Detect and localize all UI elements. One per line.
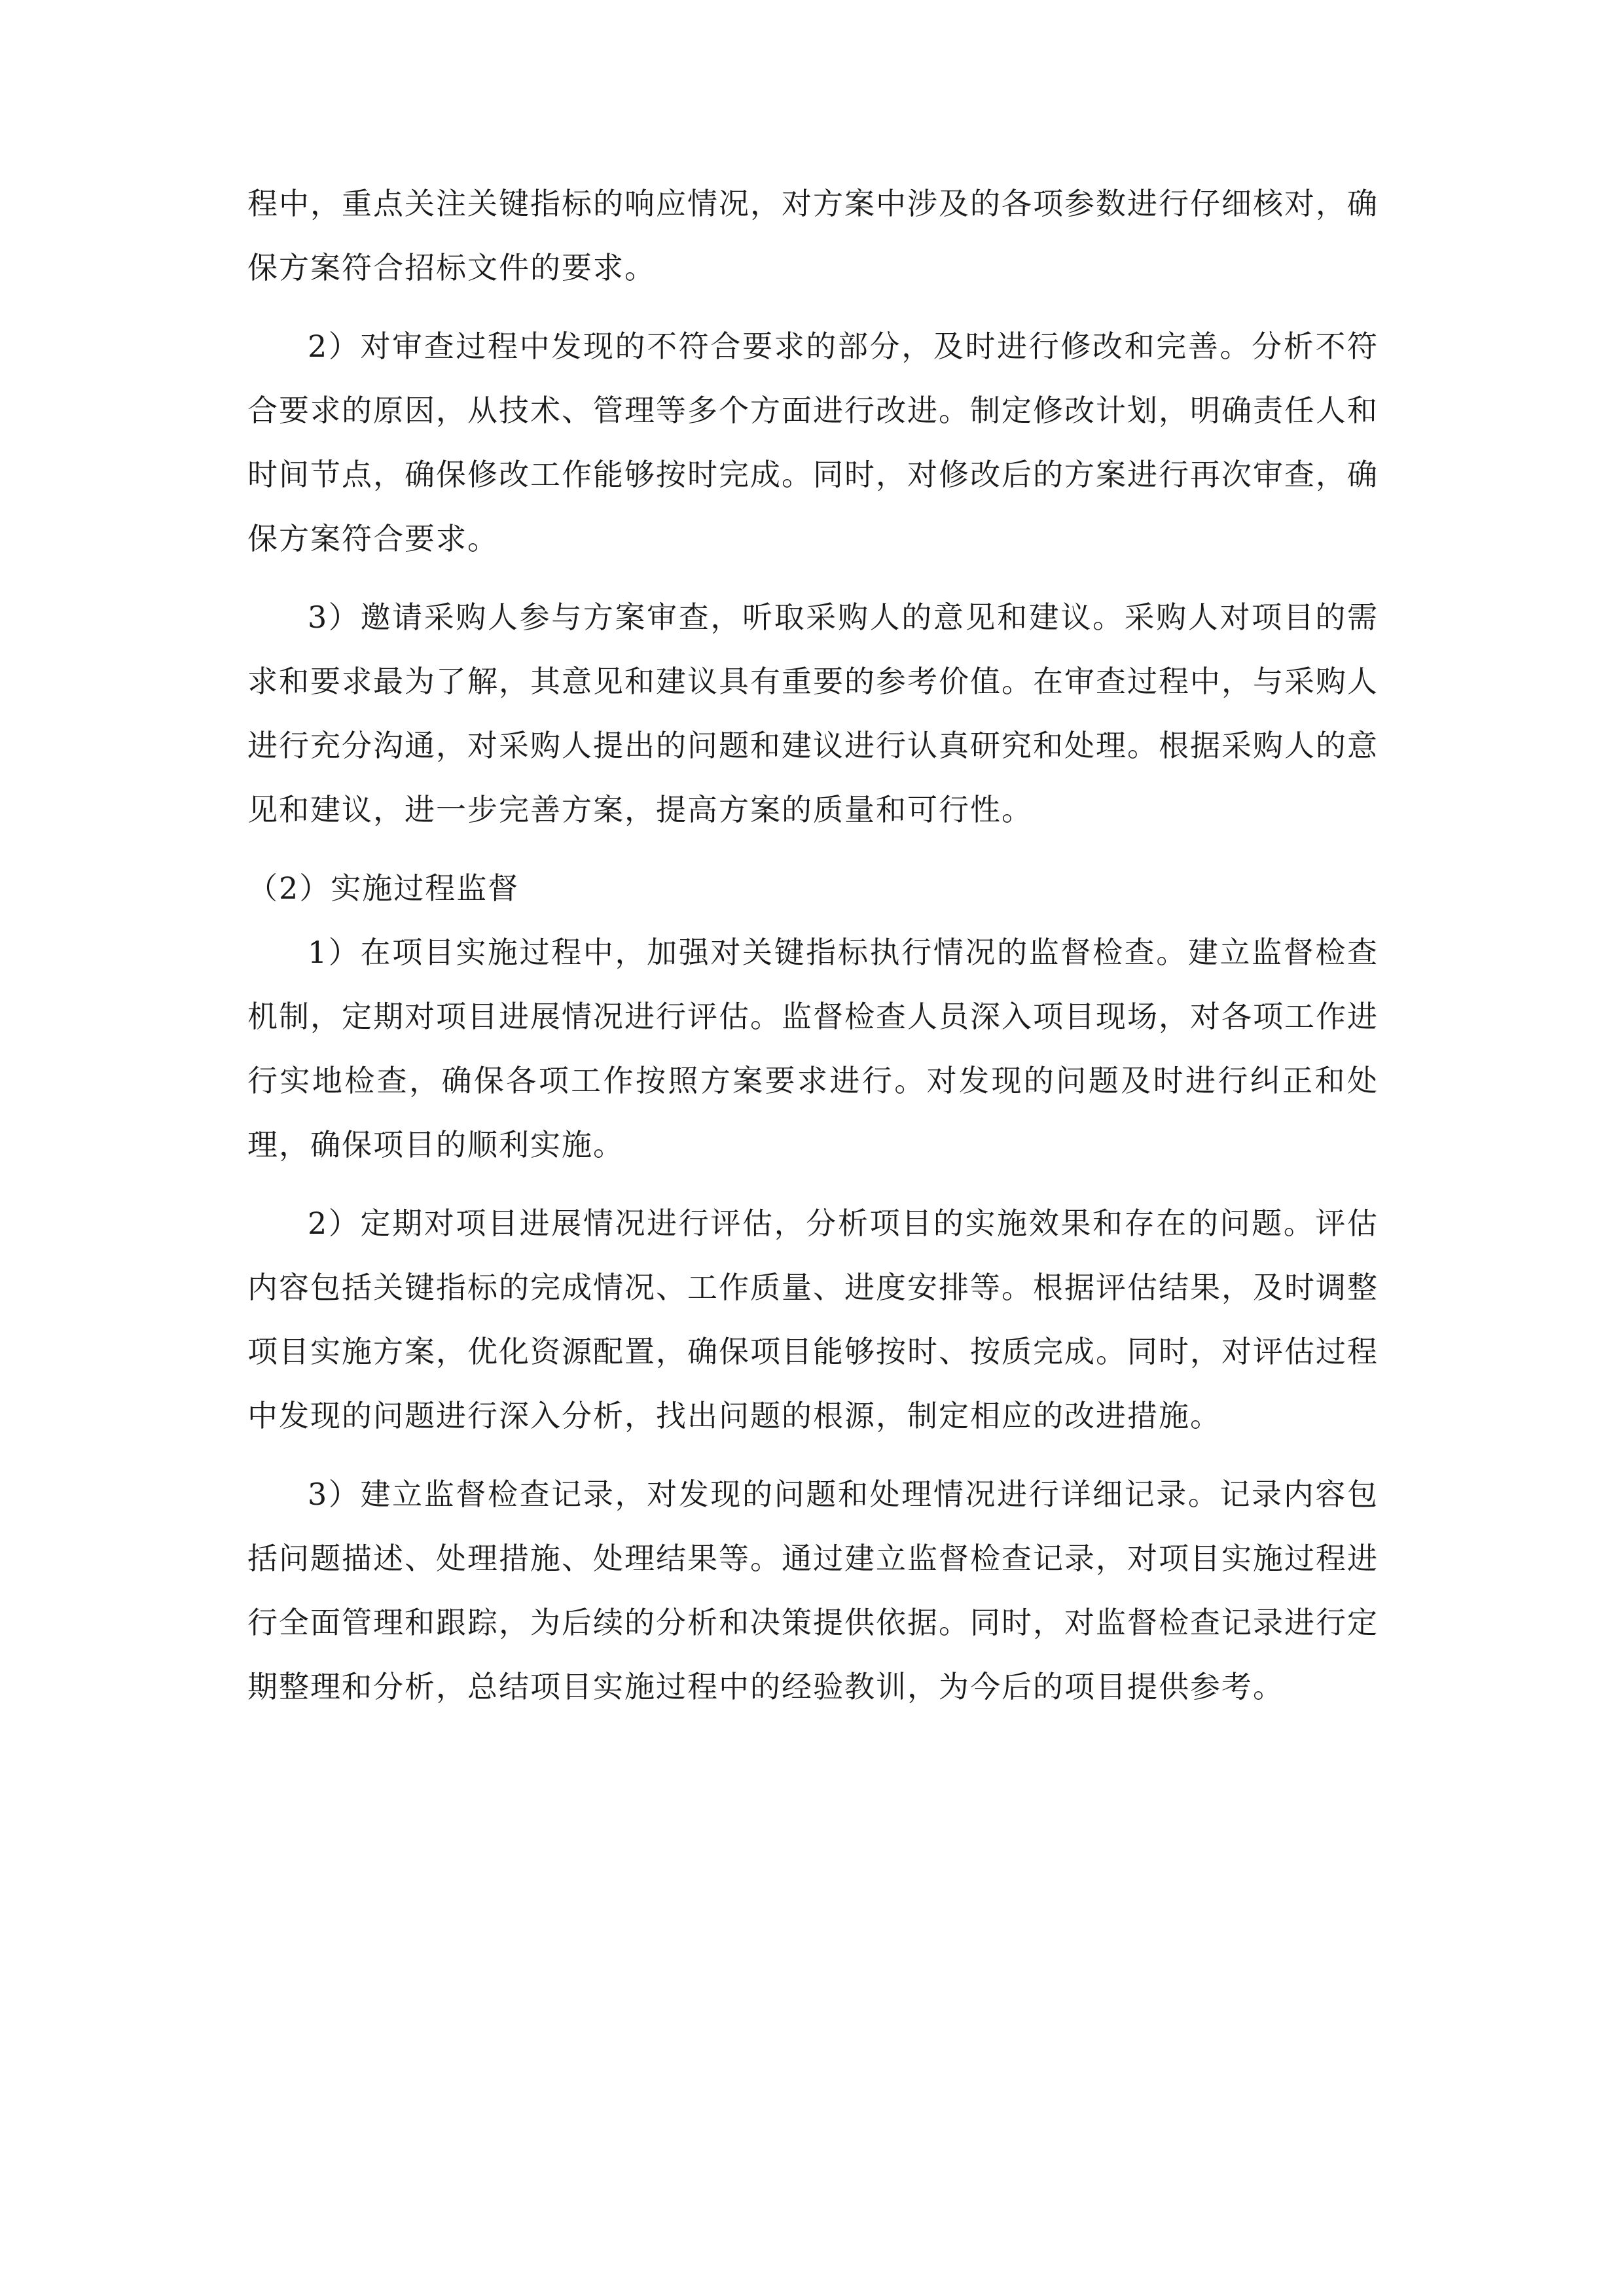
paragraph-item-3b: 3）建立监督检查记录，对发现的问题和处理情况进行详细记录。记录内容包括问题描述、处理措施、处理结果等。通过建立监督检查记录，对项目实施过程进行全面管理和跟踪，为后续的分析和决策提供依据。同时，对监督检查记录进行定期整理和分析，总结项目实施过程中的经验教训，为今后的项目提供参考。 [247,1477,1379,1704]
paragraph-item-3: 3）邀请采购人参与方案审查，听取采购人的意见和建议。采购人对项目的需求和要求最为了解，其意见和建议具有重要的参考价值。在审查过程中，与采购人进行充分沟通，对采购人提出的问题和建议进行认真研究和处理。根据采购人的意见和建议，进一步完善方案，提高方案的质量和可行性。 [247,600,1379,827]
paragraph-continuation: 程中，重点关注关键指标的响应情况，对方案中涉及的各项参数进行仔细核对，确保方案符合招标文件的要求。 [247,186,1379,285]
section-heading: （2）实施过程监督 [247,870,520,906]
paragraph-item-2b: 2）定期对项目进展情况进行评估，分析项目的实施效果和存在的问题。评估内容包括关键指标的完成情况、工作质量、进度安排等。根据评估结果，及时调整项目实施方案，优化资源配置，确保项目能够按时、按质完成。同时，对评估过程中发现的问题进行深入分析，找出问题的根源，制定相应的改进措施。 [247,1206,1379,1433]
paragraph-item-1: 1）在项目实施过程中，加强对关键指标执行情况的监督检查。建立监督检查机制，定期对项目进展情况进行评估。监督检查人员深入项目现场，对各项工作进行实地检查，确保各项工作按照方案要求进行。对发现的问题及时进行纠正和处理，确保项目的顺利实施。 [247,935,1379,1162]
document-body [247,171,1379,1733]
paragraph-item-2: 2）对审查过程中发现的不符合要求的部分，及时进行修改和完善。分析不符合要求的原因，从技术、管理等多个方面进行改进。制定修改计划，明确责任人和时间节点，确保修改工作能够按时完成。同时，对修改后的方案进行再次审查，确保方案符合要求。 [247,329,1379,556]
